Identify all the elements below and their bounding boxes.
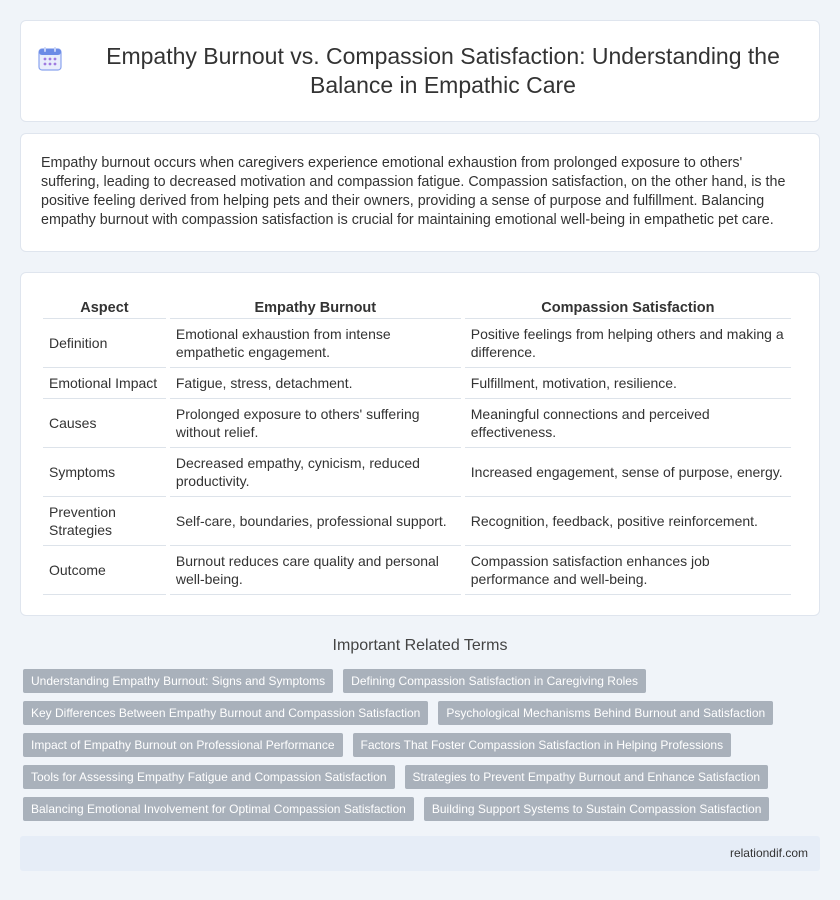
tag-row bbox=[23, 701, 823, 725]
tag-row bbox=[23, 765, 823, 789]
header-inner bbox=[37, 42, 803, 100]
header-compassion-satisfaction: Compassion Satisfaction bbox=[465, 295, 791, 319]
footer bbox=[20, 836, 820, 871]
intro-card bbox=[20, 133, 820, 252]
cell-satisfaction: Recognition, feedback, positive reinforcement. bbox=[465, 497, 791, 546]
cell-aspect: Causes bbox=[43, 399, 166, 448]
cell-burnout: Emotional exhaustion from intense empathetic engagement. bbox=[170, 319, 461, 368]
cell-satisfaction: Positive feelings from helping others and making a difference. bbox=[465, 319, 791, 368]
cell-aspect: Prevention Strategies bbox=[43, 497, 166, 546]
table-row bbox=[43, 399, 791, 448]
page-title: Empathy Burnout vs. Compassion Satisfaction: Understanding the Balance in Empathic Care bbox=[106, 43, 780, 98]
related-term-tag[interactable]: Strategies to Prevent Empathy Burnout and Enhance Satisfaction bbox=[405, 765, 769, 789]
table-row bbox=[43, 497, 791, 546]
related-term-tag[interactable]: Psychological Mechanisms Behind Burnout and Satisfaction bbox=[438, 701, 773, 725]
cell-aspect: Outcome bbox=[43, 546, 166, 595]
table-row bbox=[43, 319, 791, 368]
intro-paragraph: Empathy burnout occurs when caregivers experience emotional exhaustion from prolonged exposure to others' suffering, leading to decreased motivation and compassion fatigue. Compassion satisfaction, on the other hand, is the positive feeling derived from helping pets and their owners, providing a sense of purpose and fulfillment. Balancing empathy burnout with compassion satisfaction is crucial for maintaining emotional well-being in empathetic pet care. bbox=[41, 155, 786, 228]
table-row bbox=[43, 448, 791, 497]
related-term-tag[interactable]: Impact of Empathy Burnout on Professional Performance bbox=[23, 733, 343, 757]
table-row bbox=[43, 368, 791, 399]
footer-site-link[interactable]: relationdif.com bbox=[729, 846, 808, 860]
table-header-row bbox=[43, 295, 791, 319]
cell-satisfaction: Fulfillment, motivation, resilience. bbox=[465, 368, 791, 399]
related-term-tag[interactable]: Building Support Systems to Sustain Compassion Satisfaction bbox=[424, 797, 770, 821]
calendar-icon bbox=[37, 46, 63, 72]
cell-satisfaction: Compassion satisfaction enhances job performance and well-being. bbox=[465, 546, 791, 595]
cell-aspect: Emotional Impact bbox=[43, 368, 166, 399]
header-card bbox=[20, 20, 820, 122]
header-empathy-burnout: Empathy Burnout bbox=[170, 295, 461, 319]
related-term-tag[interactable]: Key Differences Between Empathy Burnout and Compassion Satisfaction bbox=[23, 701, 428, 725]
related-term-tag[interactable]: Balancing Emotional Involvement for Optimal Compassion Satisfaction bbox=[23, 797, 414, 821]
comparison-table-card bbox=[20, 272, 820, 616]
tag-row bbox=[23, 669, 823, 693]
header-aspect: Aspect bbox=[43, 295, 166, 319]
cell-burnout: Prolonged exposure to others' suffering without relief. bbox=[170, 399, 461, 448]
cell-burnout: Decreased empathy, cynicism, reduced productivity. bbox=[170, 448, 461, 497]
related-term-tag[interactable]: Defining Compassion Satisfaction in Caregiving Roles bbox=[343, 669, 646, 693]
cell-satisfaction: Meaningful connections and perceived effectiveness. bbox=[465, 399, 791, 448]
related-terms-title: Important Related Terms bbox=[332, 637, 508, 654]
cell-aspect: Symptoms bbox=[43, 448, 166, 497]
cell-burnout: Burnout reduces care quality and personal well-being. bbox=[170, 546, 461, 595]
tag-row bbox=[23, 797, 823, 821]
tag-row bbox=[23, 733, 823, 757]
related-term-tag[interactable]: Factors That Foster Compassion Satisfaction in Helping Professions bbox=[353, 733, 732, 757]
related-term-tag[interactable]: Tools for Assessing Empathy Fatigue and Compassion Satisfaction bbox=[23, 765, 395, 789]
cell-burnout: Fatigue, stress, detachment. bbox=[170, 368, 461, 399]
cell-aspect: Definition bbox=[43, 319, 166, 368]
related-terms-list bbox=[23, 669, 823, 829]
related-term-tag[interactable]: Understanding Empathy Burnout: Signs and Symptoms bbox=[23, 669, 333, 693]
cell-burnout: Self-care, boundaries, professional support. bbox=[170, 497, 461, 546]
comparison-table bbox=[39, 295, 795, 595]
table-row bbox=[43, 546, 791, 595]
cell-satisfaction: Increased engagement, sense of purpose, energy. bbox=[465, 448, 791, 497]
